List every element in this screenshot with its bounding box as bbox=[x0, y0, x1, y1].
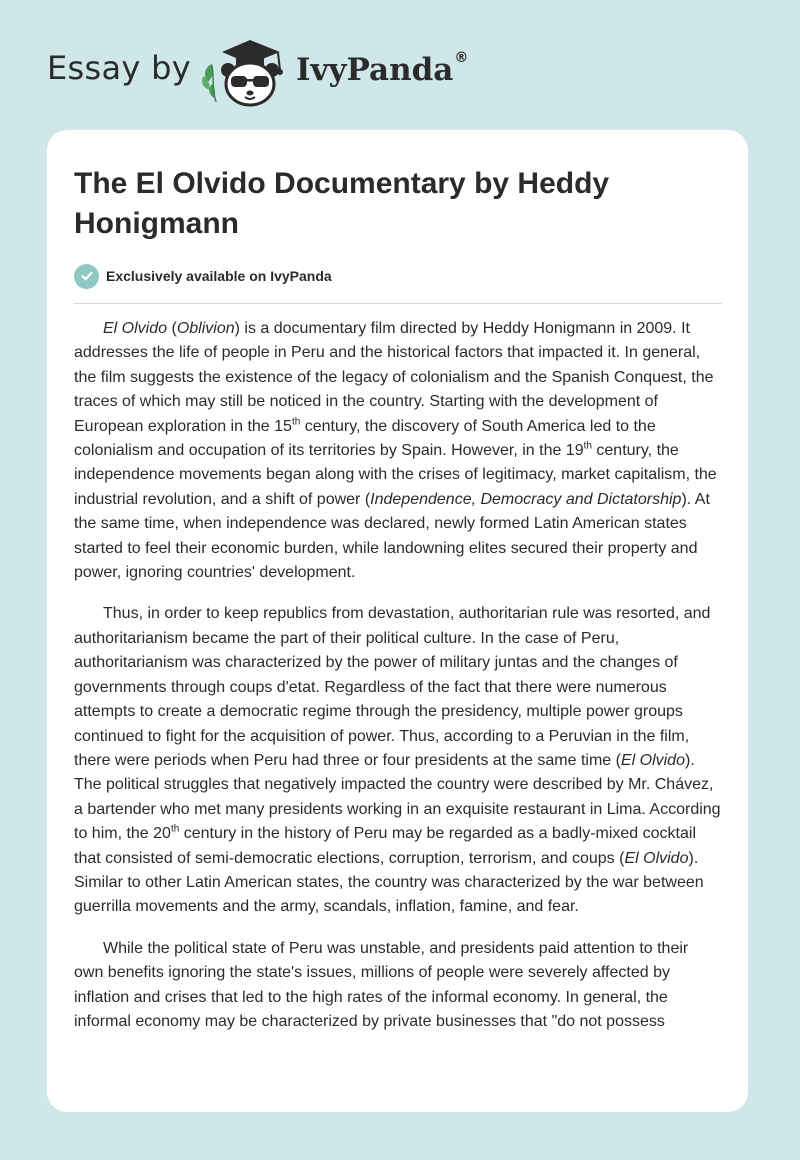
text-run: ). At the same time, when independence was declared, newly formed Latin American states started to feel their economic burden, while landowning elites secured their property and power, ignoring countries' development. bbox=[74, 490, 710, 582]
text-run: ). The political struggles that negatively impacted the country were described by Mr. Chávez, a bartender who met many presidents working in an exquisite restaurant in Lima. According to him, the 20 bbox=[74, 751, 721, 843]
text-run: ). Similar to other Latin American states, the country was characterized by the war between guerrilla movements and the army, scandals, inflation, famine, and fear. bbox=[74, 849, 704, 916]
text-run: century, the discovery of South America led to the colonialism and occupation of its territories by Spain. However, in the 19 bbox=[74, 417, 656, 460]
paragraph-1 bbox=[74, 317, 722, 585]
citation-ref: El Olvido bbox=[624, 849, 689, 867]
essay-by-label: Essay by bbox=[47, 49, 191, 87]
essay-body bbox=[74, 317, 722, 1051]
film-title-translation: Oblivion bbox=[176, 320, 235, 337]
text-run: While the political state of Peru was unstable, and presidents paid attention to their own benefits ignoring the state's issues, millions of people were severely affected by inflation and crises that led to the high rates of the informal economy. In general, the informal economy may be characterized by private businesses that "do not possess bbox=[74, 939, 689, 1030]
film-title-ref: El Olvido bbox=[103, 320, 168, 337]
ordinal-suffix: th bbox=[583, 440, 592, 452]
text-run: Thus, in order to keep republics from devastation, authoritarian rule was resorted, and authoritarianism became the part of their political culture. In the case of Peru, authoritarianism was characterized by the power of military juntas and the changes of governments through coups d'etat. Regardless of the fact that there were numerous attempts to create a democratic regime through the presidency, multiple power groups continued to fight for the acquisition of power. Thus, according to a Peruvian in the film, there were periods when Peru had three or four presidents at the same time ( bbox=[74, 605, 711, 769]
text-run: century, the independence movements began along with the crises of legitimacy, market capitalism, the industrial revolution, and a shift of power ( bbox=[74, 442, 717, 508]
citation-ref: Independence, Democracy and Dictatorship bbox=[370, 490, 682, 508]
panda-logo-icon[interactable] bbox=[200, 36, 292, 108]
divider bbox=[74, 303, 722, 304]
ordinal-suffix: th bbox=[170, 823, 180, 835]
text-run: ( bbox=[167, 320, 177, 337]
exclusive-badge bbox=[74, 262, 332, 290]
essay-card bbox=[47, 130, 748, 1112]
paragraph-2 bbox=[74, 602, 722, 919]
citation-ref: El Olvido bbox=[620, 751, 685, 769]
brand-name[interactable] bbox=[296, 52, 468, 88]
ordinal-suffix: th bbox=[291, 416, 301, 428]
site-header bbox=[0, 0, 800, 130]
brand-text: IvyPanda bbox=[296, 52, 454, 88]
text-run: ) is a documentary film directed by Heddy Honigmann in 2009. It addresses the life of people in Peru and the historical factors that impacted it. In general, the film suggests the existence of the legacy of colonialism and the Spanish Conquest, the traces of which may still be noticed in the country. Starting with the development of European exploration in the 15 bbox=[74, 320, 714, 435]
essay-title: The El Olvido Documentary by Heddy Honigmann bbox=[74, 167, 610, 240]
badge-label: Exclusively available on IvyPanda bbox=[106, 268, 332, 284]
paragraph-3 bbox=[74, 937, 722, 1035]
text-run: century in the history of Peru may be regarded as a badly-mixed cocktail that consisted of semi-democratic elections, corruption, terrorism, and coups ( bbox=[74, 825, 696, 867]
registered-mark: ® bbox=[454, 50, 469, 66]
checkmark-icon bbox=[80, 269, 94, 283]
check-circle-icon bbox=[74, 264, 99, 289]
